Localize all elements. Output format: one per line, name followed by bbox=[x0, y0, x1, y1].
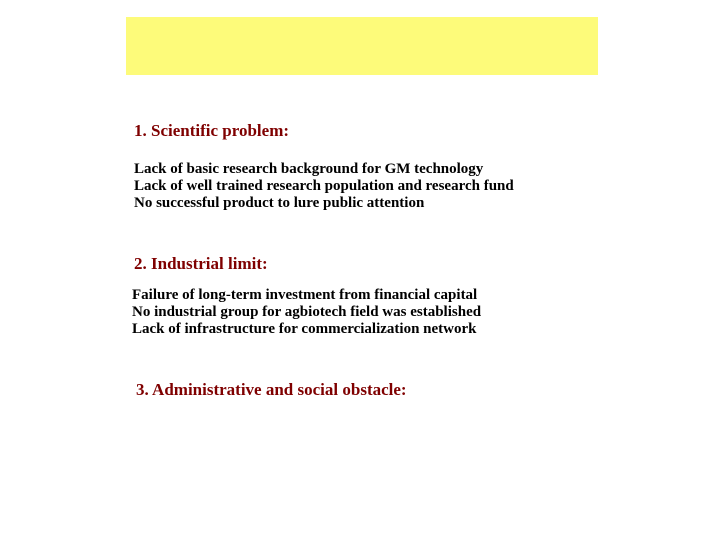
list-item: No industrial group for agbiotech field was established bbox=[132, 304, 482, 320]
scientific-problem-list bbox=[134, 161, 514, 212]
list-item: Lack of well trained research population and research fund bbox=[134, 178, 514, 194]
list-item: No successful product to lure public attention bbox=[134, 195, 425, 211]
title-banner bbox=[126, 17, 598, 75]
section-heading-administrative-social-obstacle: 3. Administrative and social obstacle: bbox=[136, 380, 407, 399]
list-item: Lack of infrastructure for commercialization network bbox=[132, 321, 477, 337]
list-item: Lack of basic research background for GM technology bbox=[134, 161, 484, 177]
section-heading-industrial-limit: 2. Industrial limit: bbox=[134, 254, 268, 273]
list-item: Failure of long-term investment from financial capital bbox=[132, 287, 478, 303]
industrial-limit-list bbox=[132, 287, 481, 338]
section-heading-scientific-problem: 1. Scientific problem: bbox=[134, 121, 290, 140]
